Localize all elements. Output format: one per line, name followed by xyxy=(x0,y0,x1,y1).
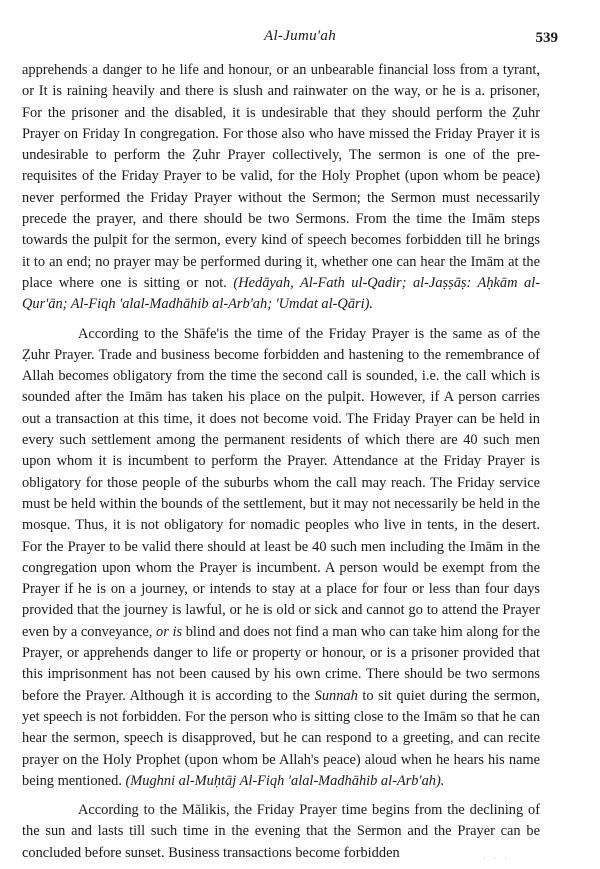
paragraph-1 xyxy=(22,60,540,316)
paragraph-1-citation: (Hedāyah, Al-Fath ul-Qadir; al-Jaṣṣāṣ: Aḥkām al-Qur'ān; Al-Fiqh 'alal-Madhāhib al-Arb'ah; 'Umdat al-Qāri). xyxy=(22,274,541,313)
paragraph-2-text-c: to sit quiet during the sermon, yet speech is not forbidden. For the person who is sitting close to the Imām so that he can hear the sermon, speech is disapproved, but he can respond to a greeting, and can recite prayer on the Holy Prophet (upon whom be Allah's peace) aloud when he hears his name being mentioned. xyxy=(22,687,541,789)
paragraph-3 xyxy=(22,800,540,864)
paragraph-2-emphasis-or-is: or is xyxy=(156,623,183,640)
scan-speck-mark: · · · xyxy=(483,854,510,863)
paragraph-2-text-b: blind and does not find a man who can take him along for the Prayer, or apprehends danger to life or property or honour, or is a prisoner provided that this imprisonment has not been caused by his own crime. There should be two sermons before the Prayer. Although it is according to the xyxy=(22,623,540,704)
page-header xyxy=(22,28,578,50)
page-number: 539 xyxy=(535,30,558,46)
paragraph-2-citation: (Mughni al-Muḥtāj Al-Fiqh 'alal-Madhāhib al-Arb'ah). xyxy=(125,772,445,789)
paragraph-2 xyxy=(22,324,540,793)
paragraph-2-text-a: According to the Shāfe'is the time of the Friday Prayer is the same as of the Ẓuhr Prayer. Trade and business become forbidden and hastening to the remembrance of Allah becomes obligatory from the time the second call is sounded, i.e. the call which is sounded after the Imām has taken his place on the pulpit. However, if A person carries out a transaction at this time, it does not become void. The Friday Prayer can be held in every such settlement among the permanent residents of which there are 40 such men upon whom it is incumbent to perform the Prayer. Attendance at the Friday Prayer is obligatory for those people of the suburbs whom the call may reach. The Friday service must be held within the bounds of the settlement, but it may not necessarily be held in the mosque. Thus, it is not obligatory for nomadic peoples who live in tents, in the desert. For the Prayer to be valid there should at least be 40 such men including the Imām in the congregation upon whom the Prayer is incumbent. A person would be exempt from the Prayer if he is on a journey, or intends to stay at a place for four or less than four days provided that the journey is lawful, or he is old or sick and cannot go to attend the Prayer even by a conveyance, xyxy=(22,325,540,640)
paragraph-2-emphasis-sunnah: Sunnah xyxy=(314,687,358,704)
paragraph-3-text: According to the Mālikis, the Friday Prayer time begins from the declining of the sun and lasts till such time in the evening that the Sermon and the Prayer can be concluded before sunset. Business transactions become forbidden xyxy=(22,802,540,861)
running-title: Al-Jumu'ah xyxy=(263,28,337,44)
paragraph-1-text: apprehends a danger to he life and honour, or an unbearable financial loss from a tyrant, or It is raining heavily and there is slush and rainwater on the way, or he is a. prisoner, For the prisoner and the disabled, it is undesirable that they should perform the Ẓuhr Prayer on Friday In congregation. For those also who have missed the Friday Prayer it is undesirable to perform the Ẓuhr Prayer collectively, The sermon is one of the pre-requisites of the Friday Prayer to be valid, for the Holy Prophet (upon whom be peace) never performed the Friday Prayer without the Sermon; the Sermon must necessarily precede the prayer, and there should be two Sermons. From the time the Imām steps towards the pulpit for the sermon, every kind of speech becomes forbidden till he brings it to an end; no prayer may be performed during it, whether one can hear the Imām at the place where one is sitting or not. xyxy=(22,62,540,291)
body-text xyxy=(22,60,540,864)
